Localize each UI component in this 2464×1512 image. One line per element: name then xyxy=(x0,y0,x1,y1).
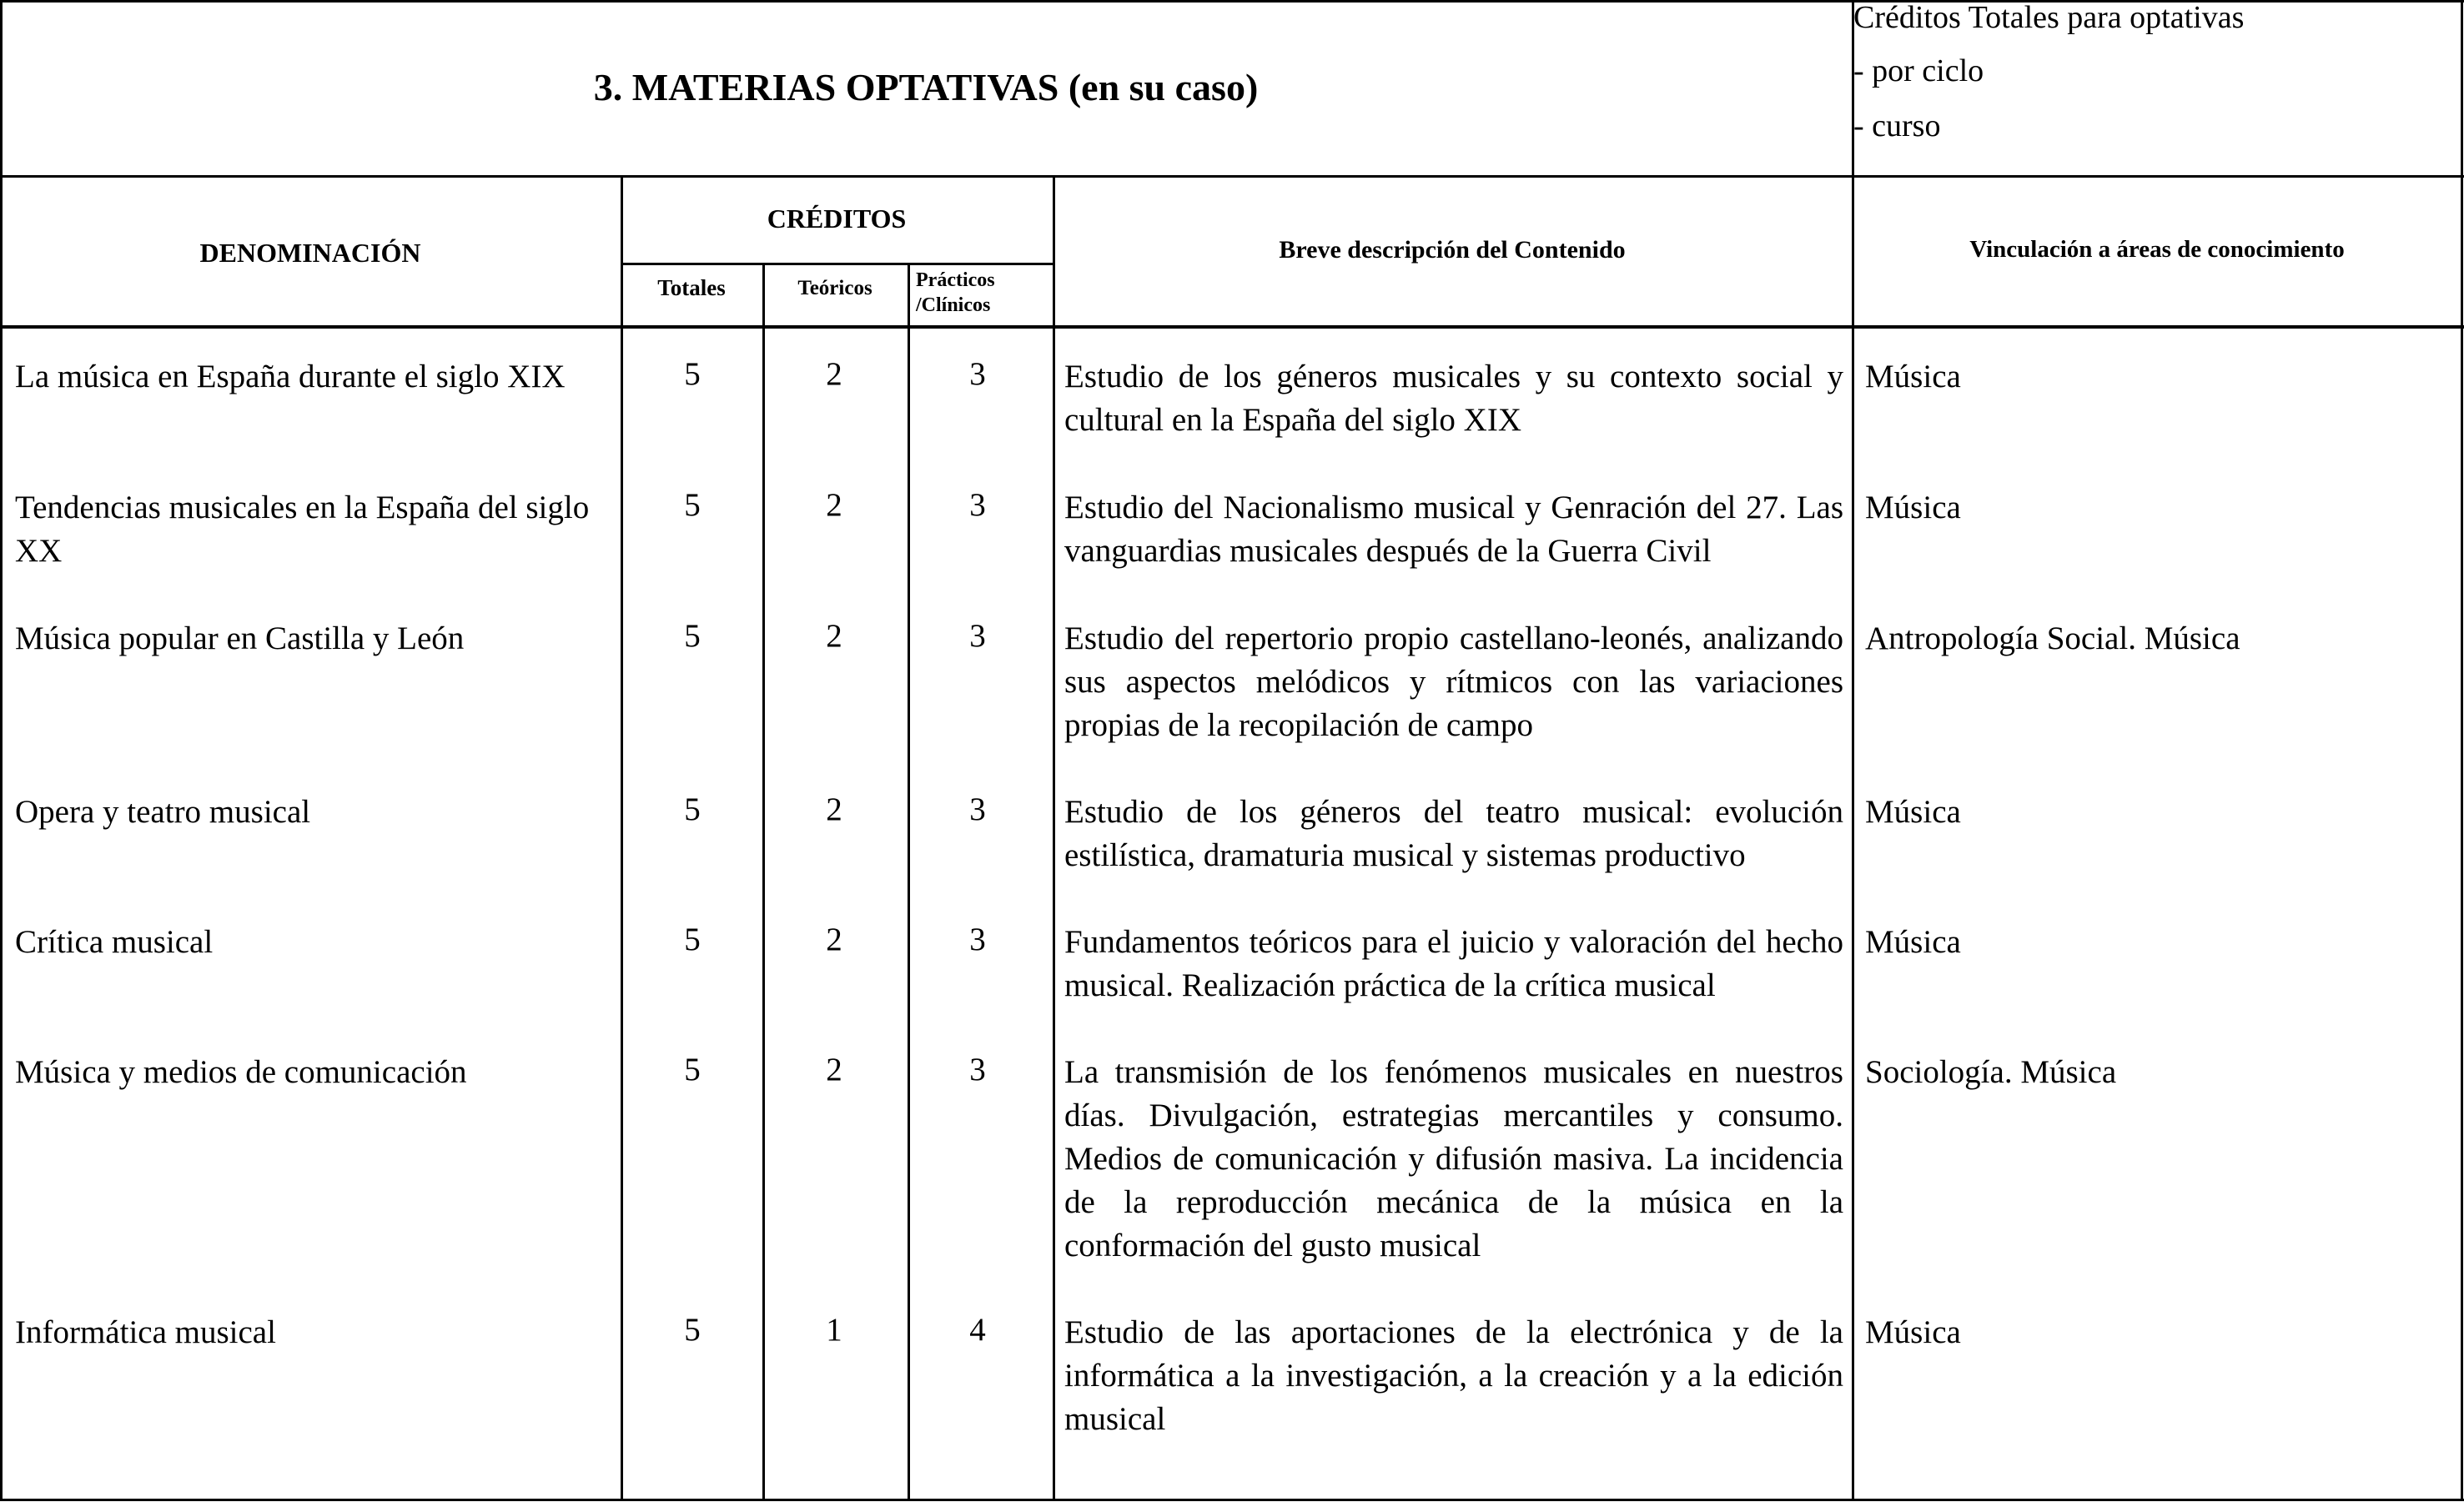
side-box-line-1: Créditos Totales para optativas xyxy=(1853,0,2245,35)
row-1-name: La música en España durante el siglo XIX xyxy=(15,359,566,394)
row-1-teoricos: 2 xyxy=(826,356,842,392)
teoricos-divider xyxy=(908,263,910,1501)
row-1-area: Música xyxy=(1865,359,1961,394)
title-side-divider xyxy=(1852,0,1854,1501)
row-6-practicos: 3 xyxy=(969,1052,986,1088)
side-box-line-2: - por ciclo xyxy=(1853,53,1984,88)
header-denominacion: DENOMINACIÓN xyxy=(199,238,421,268)
header-descripcion: Breve descripción del Contenido xyxy=(1279,236,1626,264)
row-7-totales: 5 xyxy=(684,1312,701,1348)
row-4-description: Estudio de los géneros del teatro musical: evolución estilística, dramaturia musical y sistemas productivo xyxy=(1064,794,1843,873)
creditos-right-divider xyxy=(1053,178,1055,1501)
row-5-name: Crítica musical xyxy=(15,924,214,960)
row-4-practicos: 3 xyxy=(969,791,986,827)
header-totales: Totales xyxy=(657,275,726,300)
row-4-name: Opera y teatro musical xyxy=(15,794,311,830)
row-2-totales: 5 xyxy=(684,487,701,523)
row-5-practicos: 3 xyxy=(969,922,986,957)
totales-divider xyxy=(762,263,765,1501)
row-7-description: Estudio de las aportaciones de la electrónica y de la informática a la investigación, a la creación y a la edición musical xyxy=(1064,1314,1843,1437)
row-3-teoricos: 2 xyxy=(826,618,842,654)
left-border xyxy=(0,0,3,1501)
denominacion-divider xyxy=(621,178,623,1501)
row-7-name: Informática musical xyxy=(15,1314,276,1350)
row-5-totales: 5 xyxy=(684,922,701,957)
header-teoricos: Teóricos xyxy=(797,277,872,299)
row-5-description: Fundamentos teóricos para el juicio y valoración del hecho musical. Realización práctica de la crítica musical xyxy=(1064,924,1843,1003)
row-4-area: Música xyxy=(1865,794,1961,830)
row-1-totales: 5 xyxy=(684,356,701,392)
header-bottom-border xyxy=(0,325,2464,329)
row-3-practicos: 3 xyxy=(969,618,986,654)
row-5-teoricos: 2 xyxy=(826,922,842,957)
row-2-description: Estudio del Nacionalismo musical y Genración del 27. Las vanguardias musicales después de la Guerra Civil xyxy=(1064,490,1843,569)
row-4-teoricos: 2 xyxy=(826,791,842,827)
right-border xyxy=(2461,0,2463,1501)
row-1-practicos: 3 xyxy=(969,356,986,392)
header-vinculacion: Vinculación a áreas de conocimiento xyxy=(1969,236,2345,263)
row-7-teoricos: 1 xyxy=(826,1312,842,1348)
row-3-name: Música popular en Castilla y León xyxy=(15,620,465,656)
section-title: 3. MATERIAS OPTATIVAS (en su caso) xyxy=(593,66,1259,108)
creditos-sub-divider xyxy=(621,263,1053,265)
row-4-totales: 5 xyxy=(684,791,701,827)
row-6-totales: 5 xyxy=(684,1052,701,1088)
row-2-teoricos: 2 xyxy=(826,487,842,523)
row-5-area: Música xyxy=(1865,924,1961,960)
row-3-totales: 5 xyxy=(684,618,701,654)
row-6-description: La transmisión de los fenómenos musicales en nuestros días. Divulgación, estrategias mercantiles y consumo. Medios de comunicación y difusión masiva. La incidencia de la reproducción mecánica de la música en la conformación del gusto musical xyxy=(1064,1054,1843,1263)
row-1-description: Estudio de los géneros musicales y su contexto social y cultural en la España del siglo XIX xyxy=(1064,359,1843,438)
table-bottom-border xyxy=(0,1499,2464,1501)
row-6-teoricos: 2 xyxy=(826,1052,842,1088)
side-box-line-3: - curso xyxy=(1853,108,1941,143)
row-7-practicos: 4 xyxy=(969,1312,986,1348)
header-practicos: Prácticos /Clínicos xyxy=(916,269,995,316)
row-3-area: Antropología Social. Música xyxy=(1865,620,2240,656)
row-6-name: Música y medios de comunicación xyxy=(15,1054,467,1090)
title-row-bottom-border xyxy=(0,175,2464,178)
row-3-description: Estudio del repertorio propio castellano-leonés, analizando sus aspectos melódicos y rítmicos con las variaciones propias de la recopilación de campo xyxy=(1064,620,1843,743)
header-creditos: CRÉDITOS xyxy=(767,203,907,234)
row-7-area: Música xyxy=(1865,1314,1961,1350)
row-2-area: Música xyxy=(1865,490,1961,525)
row-2-practicos: 3 xyxy=(969,487,986,523)
row-6-area: Sociología. Música xyxy=(1865,1054,2117,1090)
row-2-name: Tendencias musicales en la España del siglo XX xyxy=(15,490,590,569)
